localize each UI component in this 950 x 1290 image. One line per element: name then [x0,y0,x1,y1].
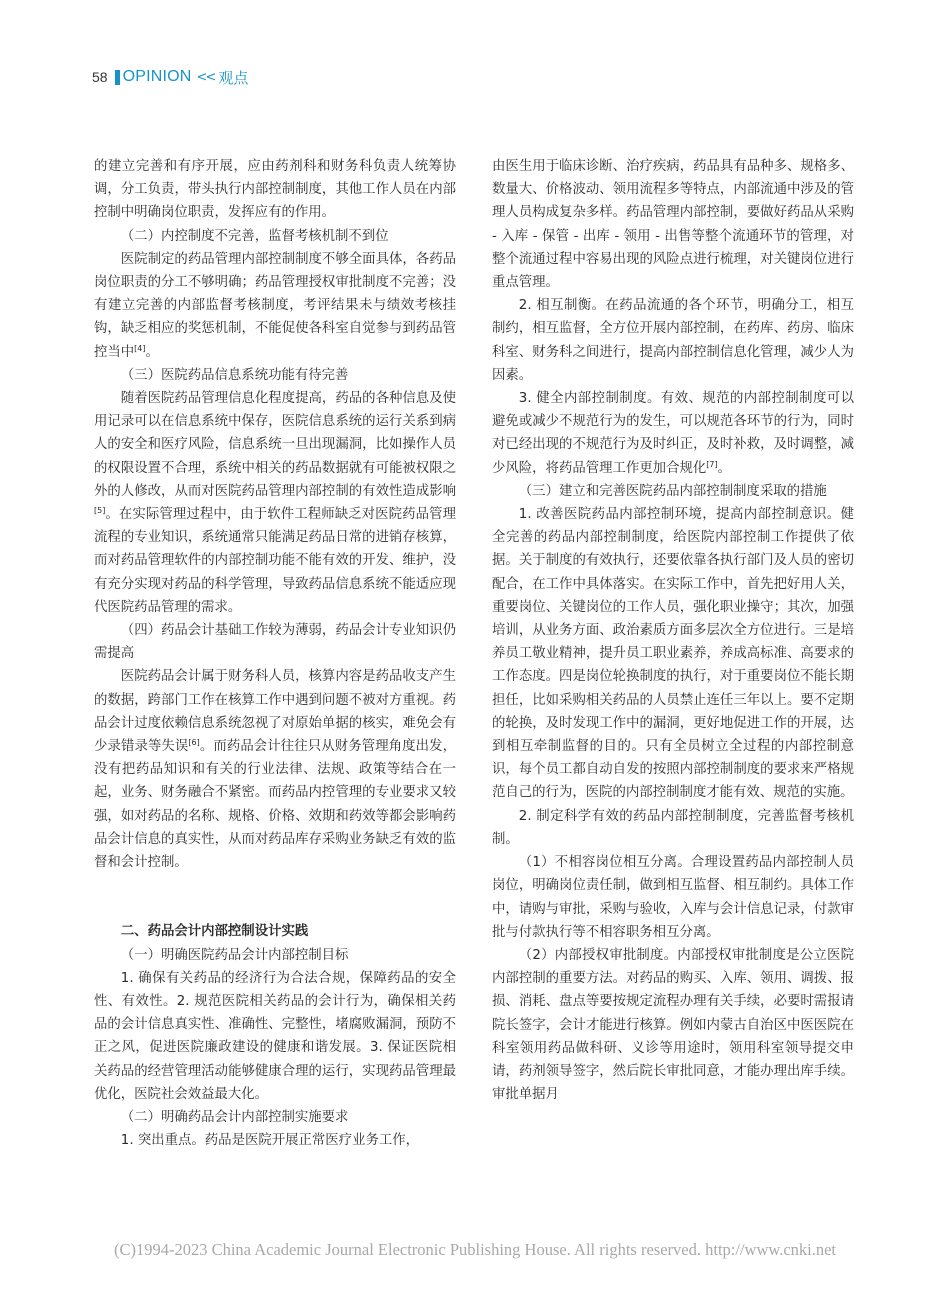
paragraph [94,248,456,364]
text: 。在实际管理过程中，由于软件工程师缺乏对医院药品管理流程的专业知识，系统通常只能满足药品日常的进销存核算，而对药品管理软件的内部控制功能不能有效的开发、维护，没有充分实现对药品的科学管理，导致药品信息系统不能适应现代医院药品管理的需求。 [94,507,456,615]
paragraph: 的建立完善和有序开展，应由药剂科和财务科负责人统筹协调，分工负责，带头执行内部控制制度，其他工作人员在内部控制中明确岗位职责，发挥应有的作用。 [94,159,456,221]
paragraph: 1. 突出重点。药品是医院开展正常医疗业务工作， [120,1133,420,1149]
paragraph: 2. 制定科学有效的药品内部控制制度，完善监督考核机制。 [492,808,854,847]
subheading: （三）医院药品信息系统功能有待完善 [120,367,349,383]
page-header [92,66,248,88]
paragraph [94,387,456,619]
paragraph [492,387,854,480]
text: 医院药品会计属于财务科人员，核算内容是药品收支产生的数据，跨部门工作在核算工作中遇到问题不被对方重视。药品会计过度依赖信息系统忽视了对原始单据的核实，难免会有少录错录等失误 [94,669,456,755]
text: 随着医院药品管理信息化程度提高，药品的各种信息及使用记录可以在信息系统中保存，医院信息系统的运行关系到病人的安全和医疗风险，信息系统一旦出现漏洞，比如操作人员的权限设置不合理，系统中相关的药品数据就有可能被权限之外的人修改，从而对医院药品管理内部控制的有效性造成影响 [94,391,456,499]
paragraph: 1. 改善医院药品内部控制环境，提高内部控制意识。健全完善的药品内部控制制度，给医院内部控制工作提供了依据。关于制度的有效执行，还要依靠各执行部门及人员的密切配合，在工作中具体落实。在实际工作中，首先把好用人关，重要岗位、关键岗位的工作人员，强化职业操守；其次，加强培训，从业务方面、政治素质方面多层次全方位进行。三是培养员工敬业精神，提升员工职业素养，养成高标准、高要求的工作态度。四是岗位轮换制度的执行，对于重要岗位不能长期担任，比如采购相关药品的人员禁止连任三年以上。要不定期的轮换，及时发现工作中的漏洞，更好地促进工作的开展，达到相互牵制监督的目的。只有全员树立全过程的内部控制意识，每个员工都自动自发的按照内部控制制度的要求来严格规范自己的行为，医院的内部控制制度才能有效、规范的实施。 [492,507,854,801]
page-number: 58 [92,69,108,85]
double-chevron-left-icon: << [196,69,215,85]
section-gap [94,874,456,920]
citation-ref: [7] [706,459,718,469]
paragraph: 1. 确保有关药品的经济行为合法合规，保障药品的安全性、有效性。2. 规范医院相关药品的会计行为，确保相关药品的会计信息真实性、准确性、完整性，堵腐败漏洞，预防不正之风，促进医院廉政建设的健康和谐发展。3. 保证医院相关药品的经营管理活动能够健康合理的运行，实现药品管理最优化，医院社会效益最大化。 [94,970,456,1102]
subheading: （三）建立和完善医院药品内部控制制度采取的措施 [518,483,827,499]
section-heading: 二、药品会计内部控制设计实践 [120,924,309,940]
text: 。 [717,460,731,476]
subheading: （四）药品会计基础工作较为薄弱，药品会计专业知识仍需提高 [94,623,456,662]
text: 3. 健全内部控制制度。有效、规范的内部控制制度可以避免或减少不规范行为的发生，可以规范各环节的行为，同时对已经出现的不规范行为及时纠正，及时补救，及时调整，减少风险，将药品管理工作更加合规化 [492,391,854,476]
section-marker-bar [115,70,120,85]
paragraph: （1）不相容岗位相互分离。合理设置药品内部控制人员岗位，明确岗位责任制，做到相互监督、相互制约。具体工作中，请购与审批，采购与验收，入库与会计信息记录，付款审批与付款执行等不相容职务相互分离。 [492,855,854,940]
paragraph: 2. 相互制衡。在药品流通的各个环节，明确分工，相互制约，相互监督，全方位开展内部控制，在药库、药房、临床科室、财务科之间进行，提高内部控制信息化管理，减少人为因素。 [492,298,854,383]
paragraph: （2）内部授权审批制度。内部授权审批制度是公立医院内部控制的重要方法。对药品的购买、入库、领用、调拨、报损、消耗、盘点等要按规定流程办理有关手续，必要时需报请院长签字，会计才能进行核算。例如内蒙古自治区中医医院在科室领用药品做科研、义诊等用途时，领用科室领导提交申请，药剂领导签字，然后院长审批同意，才能办理出库手续。审批单据月 [492,947,854,1103]
text: 。 [145,344,159,360]
section-title-cn: 观点 [218,68,249,87]
section-title: OPINION [122,68,192,85]
text: 医院制定的药品管理内部控制制度不够全面具体，各药品岗位职责的分工不够明确；药品管理授权审批制度不完善；没有建立完善的内部监督考核制度，考评结果未与绩效考核挂钩，缺乏相应的奖惩机制，不能促使各科室自觉参与到药品管控当中 [94,251,456,360]
right-column [492,155,854,1106]
text: 。而药品会计往往只从财务管理角度出发，没有把药品知识和有关的行业法律、法规、政策等结合在一起，业务、财务融合不紧密。而药品内控管理的专业要求又较强，如对药品的名称、规格、价格、效期和药效等都会影响药品会计信息的真实性，从而对药品库存采购业务缺乏有效的监督和会计控制。 [94,739,457,871]
paragraph [94,665,456,874]
subheading: （二）明确药品会计内部控制实施要求 [120,1109,349,1125]
citation-ref: [4] [134,343,146,353]
copyright-footer: (C)1994-2023 China Academic Journal Electronic Publishing House. All rights reserved. http://www.cnki.net [113,1240,837,1259]
citation-ref: [5] [94,506,106,516]
paragraph: 由医生用于临床诊断、治疗疾病，药品具有品种多、规格多、数量大、价格波动、领用流程多等特点，内部流通中涉及的管理人员构成复杂多样。药品管理内部控制，要做好药品从采购 - 入库 - 保管 - 出库 - 领用 - 出售等整个流通环节的管理，对整个流通过程中容易出现的风险点进行梳理，对关键岗位进行重点管理。 [492,159,854,291]
left-column [94,155,456,1152]
subheading: （二）内控制度不完善，监督考核机制不到位 [120,228,389,244]
subheading: （一）明确医院药品会计内部控制目标 [120,947,349,963]
citation-ref: [6] [188,738,200,748]
